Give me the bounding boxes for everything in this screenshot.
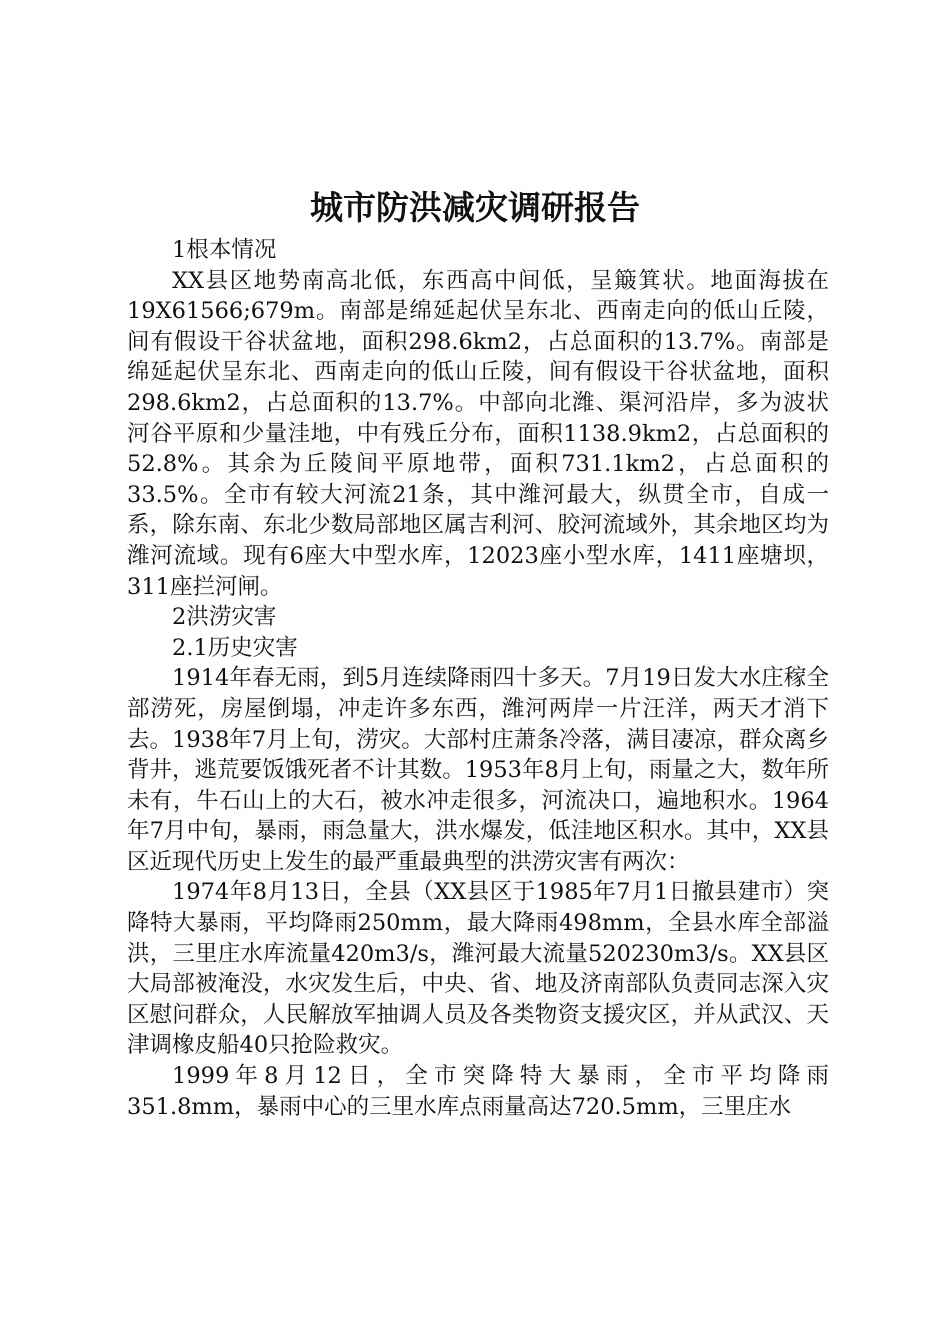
document-title: 城市防洪减灾调研报告 <box>310 188 640 227</box>
section-heading-flood-disaster: 2洪涝灾害 <box>172 604 277 631</box>
paragraph-history: 1914年春无雨，到5月连续降雨四十多天。7月19日发大水庄稼全部涝死，房屋倒塌，冲走许多东西，潍河两岸一片汪洋，两天才消下去。1938年7月上旬，涝灾。大部村庄萧条冷落，满目凄凉，群众离乡背井，逃荒要饭饿死者不计其数。1953年8月上旬，雨量之大，数年所未有，牛石山上的大石，被水冲走很多，河流决口，遍地积水。1964年7月中旬，暴雨，雨急量大，洪水爆发，低洼地区积水。其中，XX县区近现代历史上发生的最严重最典型的洪涝灾害有两次： <box>127 665 829 875</box>
document-body <box>127 235 829 1122</box>
subsection-heading-historical-disasters: 2.1历史灾害 <box>172 634 298 661</box>
section-heading-basic-situation: 1根本情况 <box>172 237 277 263</box>
paragraph-1974-flood: 1974年8月13日，全县（XX县区于1985年7月1日撤县建市）突降特大暴雨，平均降雨250mm，最大降雨498mm，全县水库全部溢洪，三里庄水库流量420m3/s，潍河最大流量520230m3/s。XX县区大局部被淹没，水灾发生后，中央、省、地及济南部队负责同志深入灾区慰问群众，人民解放军抽调人员及各类物资支援灾区，并从武汉、天津调橡皮船40只抢险救灾。 <box>127 879 829 1059</box>
paragraph-terrain: XX县区地势南高北低，东西高中间低，呈簸箕状。地面海拔在19X61566;679m。南部是绵延起伏呈东北、西南走向的低山丘陵，间有假设干谷状盆地，面积298.6km2，占总面积的13.7%。南部是绵延起伏呈东北、西南走向的低山丘陵，间有假设干谷状盆地，面积298.6km2，占总面积的13.7%。中部向北潍、渠河沿岸，多为波状河谷平原和少量洼地，中有残丘分布，面积1138.9km2，占总面积的52.8%。其余为丘陵间平原地带，面积731.1km2，占总面积的33.5%。全市有较大河流21条，其中潍河最大，纵贯全市，自成一系，除东南、东北少数局部地区属吉利河、胶河流域外，其余地区均为潍河流域。现有6座大中型水库，12023座小型水库，1411座塘坝，311座拦河闸。 <box>127 267 829 600</box>
paragraph-1999-flood: 1999年8月12日，全市突降特大暴雨，全市平均降雨351.8mm，暴雨中心的三里水库点雨量高达720.5mm，三里庄水 <box>127 1063 829 1120</box>
